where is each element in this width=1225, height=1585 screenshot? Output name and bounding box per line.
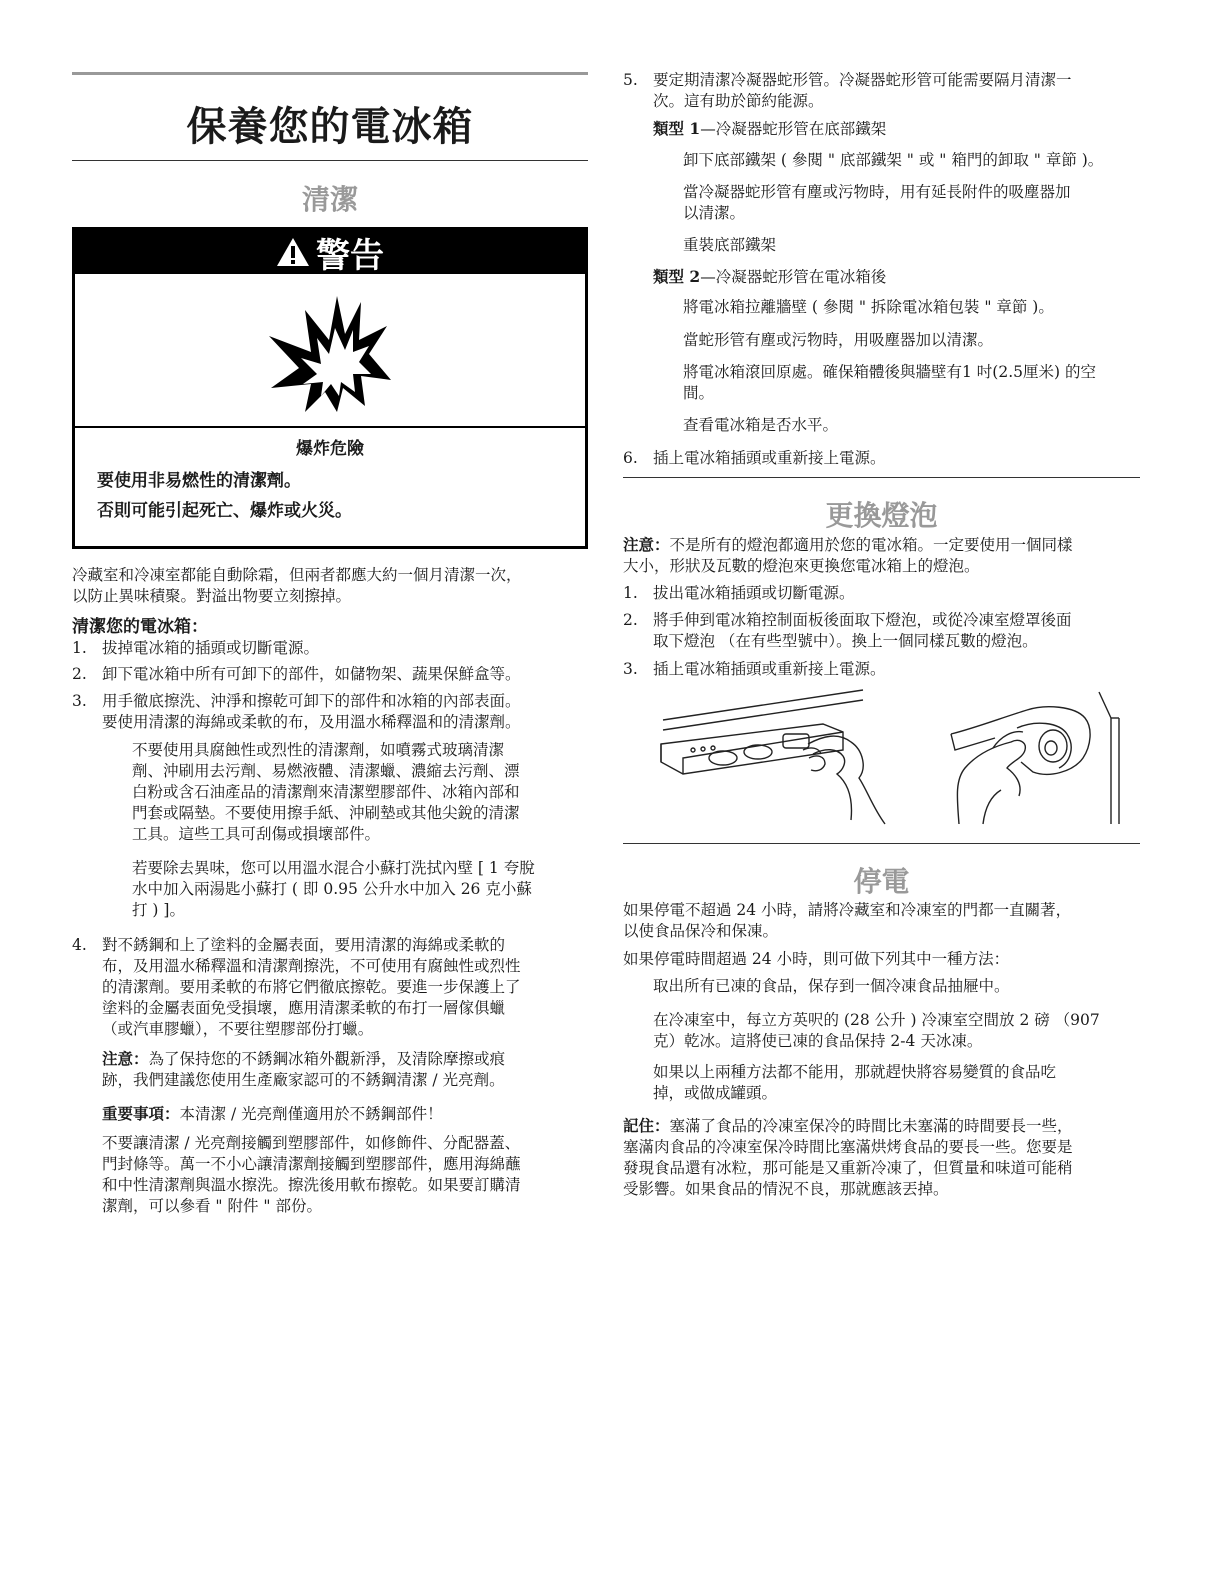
power-option-1: 取出所有已凍的食品，保存到一個冷凍食品抽屜中。 xyxy=(653,977,1010,995)
explosion-icon xyxy=(265,288,395,418)
power-paragraph-2: 如果停電時間超過 24 小時，則可做下列其中一種方法： xyxy=(623,950,1010,968)
step-1: 拔掉電冰箱的插頭或切斷電源。 xyxy=(102,639,320,657)
type-1-item-2 xyxy=(683,182,1071,224)
bulb-step-2-number: 2. xyxy=(623,611,638,629)
text-line: 當冷凝器蛇形管有塵或污物時，用有延長附件的吸塵器加 xyxy=(683,183,1071,201)
note-label: 注意： xyxy=(102,1049,149,1068)
text-line: 不要使用具腐蝕性或烈性的清潔劑，如噴霧式玻璃清潔 xyxy=(132,741,505,759)
type-2-item-4: 查看電冰箱是否水平。 xyxy=(683,416,839,434)
text-line: 為了保持您的不銹鋼冰箱外觀新淨，及清除摩擦或痕 xyxy=(148,1050,506,1068)
remember-label: 記住： xyxy=(623,1116,670,1135)
freezer-bulb-illustration xyxy=(935,688,1145,828)
text-line: （或汽車膠蠟），不要往塑膠部份打蠟。 xyxy=(102,1020,374,1038)
bulb-step-2 xyxy=(653,610,1072,652)
text-line: 門封條等。萬一不小心讓清潔劑接觸到塑膠部件，應用海綿蘸 xyxy=(102,1155,521,1173)
step-6-number: 6. xyxy=(623,449,638,467)
step-3-note-1 xyxy=(132,740,520,845)
type-1-item-1: 卸下底部鐵架 ( 參閱 " 底部鐵架 " 或 " 箱門的卸取 " 章節 )。 xyxy=(683,151,1104,169)
power-option-3 xyxy=(653,1062,1056,1104)
intro-line-2: 以防止異味積聚。對溢出物要立刻擦掉。 xyxy=(72,587,352,605)
text-line: 如果停電不超過 24 小時，請將冷藏室和冷凍室的門都一直關著， xyxy=(623,901,1072,919)
text-line: 跡，我們建議您使用生產廠家認可的不銹鋼清潔 / 光亮劑。 xyxy=(102,1071,505,1089)
step-3-note-2 xyxy=(132,858,535,921)
text-line: —冷凝器蛇形管在底部鐵架 xyxy=(700,120,887,138)
note-label: 注意： xyxy=(623,535,670,554)
step-4 xyxy=(102,935,521,1040)
power-option-2 xyxy=(653,1010,1100,1052)
warning-line-2: 否則可能引起死亡、爆炸或火災。 xyxy=(97,501,352,521)
control-panel-bulb-illustration xyxy=(653,688,903,828)
step-3-line-2: 要使用清潔的海綿或柔軟的布，及用溫水稀釋溫和的清潔劑。 xyxy=(102,713,521,731)
text-line: 潔劑，可以參看 " 附件 " 部份。 xyxy=(102,1197,322,1215)
text-line: 門套或隔墊。不要使用擦手紙、沖刷墊或其他尖銳的清潔 xyxy=(132,804,520,822)
remember-paragraph xyxy=(623,1115,1073,1200)
step-1-number: 1. xyxy=(72,639,87,657)
text-line: 次。這有助於節約能源。 xyxy=(653,92,824,110)
warning-title: 警告 xyxy=(316,235,384,276)
step-4-number: 4. xyxy=(72,936,87,954)
page-title: 保養您的電冰箱 xyxy=(186,103,474,150)
text-line: 水中加入兩湯匙小蘇打 ( 即 0.95 公升水中加入 26 克小蘇 xyxy=(132,880,532,898)
caution-paragraph xyxy=(102,1133,521,1217)
text-line: 取下燈泡 （在有些型號中）。換上一個同樣瓦數的燈泡。 xyxy=(653,632,1038,650)
warning-header xyxy=(75,230,585,274)
text-line: 在冷凍室中，每立方英呎的 (28 公升 ) 冷凍室空間放 2 磅 （907 xyxy=(653,1011,1100,1029)
type-2-item-2: 當蛇形管有塵或污物時，用吸塵器加以清潔。 xyxy=(683,331,994,349)
step-2-number: 2. xyxy=(72,665,87,683)
stainless-note xyxy=(102,1048,505,1091)
warning-box xyxy=(72,227,588,549)
text-line: 將電冰箱滾回原處。確保箱體後與牆壁有1 吋(2.5厘米) 的空 xyxy=(683,363,1096,381)
bulb-note xyxy=(623,534,1073,577)
text-line: 劑、沖刷用去污劑、易燃液體、清潔蠟、濃縮去污劑、漂 xyxy=(132,762,520,780)
step-2: 卸下電冰箱中所有可卸下的部件，如儲物架、蔬果保鮮盒等。 xyxy=(102,665,521,683)
text-line: 不要讓清潔 / 光亮劑接觸到塑膠部件，如修飾件、分配器蓋、 xyxy=(102,1134,521,1152)
text-line: 塗料的金屬表面免受損壞，應用清潔柔軟的布打一層傢俱蠟 xyxy=(102,999,506,1017)
bulb-step-3-number: 3. xyxy=(623,660,638,678)
bulb-step-1: 拔出電冰箱插頭或切斷電源。 xyxy=(653,584,855,602)
text-line: 如果以上兩種方法都不能用，那就趕快將容易變質的食品吃 xyxy=(653,1063,1057,1081)
warning-hazard: 爆炸危險 xyxy=(296,439,364,459)
text-line: 掉，或做成罐頭。 xyxy=(653,1084,778,1102)
text-line: 克）乾冰。這將使已凍的食品保持 2-4 天冰凍。 xyxy=(653,1032,983,1050)
important-note xyxy=(102,1103,443,1125)
step-5 xyxy=(653,70,1072,112)
text-line: —冷凝器蛇形管在電冰箱後 xyxy=(700,268,887,286)
text-line: 要定期清潔冷凝器蛇形管。冷凝器蛇形管可能需要隔月清潔一 xyxy=(653,71,1072,89)
text-line: 以清潔。 xyxy=(683,204,746,222)
important-label: 重要事項： xyxy=(102,1104,180,1123)
clean-heading: 清潔您的電冰箱： xyxy=(72,617,208,637)
text-line: 大小，形狀及瓦數的燈泡來更換您電冰箱上的燈泡。 xyxy=(623,557,980,575)
step-5-number: 5. xyxy=(623,71,638,89)
type-1-item-3: 重裝底部鐵架 xyxy=(683,236,777,254)
text-line: 塞滿了食品的冷凍室保冷的時間比未塞滿的時間要長一些， xyxy=(669,1117,1073,1135)
bulb-step-3: 插上電冰箱插頭或重新接上電源。 xyxy=(653,660,886,678)
warning-separator xyxy=(75,426,585,428)
text-line: 將手伸到電冰箱控制面板後面取下燈泡，或從冷凍室燈罩後面 xyxy=(653,611,1072,629)
text-line: 工具。這些工具可刮傷或損壞部件。 xyxy=(132,825,381,843)
step-3-line-1: 用手徹底擦洗、沖淨和擦乾可卸下的部件和冰箱的內部表面。 xyxy=(102,692,521,710)
text-line: 受影響。如果食品的情況不良，那就應該丟掉。 xyxy=(623,1180,949,1198)
step-3-number: 3. xyxy=(72,692,87,710)
type-2-label: 類型 2 xyxy=(653,267,701,286)
type-2-heading xyxy=(653,266,886,288)
text-line: 以使食品保冷和保凍。 xyxy=(623,922,779,940)
text-line: 對不銹鋼和上了塗料的金屬表面，要用清潔的海綿或柔軟的 xyxy=(102,936,506,954)
text-line: 白粉或含石油產品的清潔劑來清潔塑膠部件、冰箱內部和 xyxy=(132,783,520,801)
text-line: 塞滿肉食品的冷凍室保冷時間比塞滿烘烤食品的要長一些。您要是 xyxy=(623,1138,1073,1156)
title-rule xyxy=(72,160,588,161)
text-line: 和中性清潔劑與溫水擦洗。擦洗後用軟布擦乾。如果要訂購清 xyxy=(102,1176,521,1194)
type-1-heading xyxy=(653,118,886,140)
text-line: 間。 xyxy=(683,384,715,402)
type-2-item-1: 將電冰箱拉離牆壁 ( 參閱 " 拆除電冰箱包裝 " 章節 )。 xyxy=(683,298,1054,316)
type-2-item-3 xyxy=(683,362,1096,404)
text-line: 的清潔劑。要用柔軟的布將它們徹底擦乾。要進一步保護上了 xyxy=(102,978,521,996)
section-cleaning: 清潔 xyxy=(301,183,358,216)
warning-line-1: 要使用非易燃性的清潔劑。 xyxy=(97,471,301,491)
text-line: 本清潔 / 光亮劑僅適用於不銹鋼部件！ xyxy=(179,1105,443,1123)
power-rule xyxy=(623,843,1140,844)
type-1-label: 類型 1 xyxy=(653,119,701,138)
bulb-step-1-number: 1. xyxy=(623,584,638,602)
section-power: 停電 xyxy=(853,865,910,898)
section-bulb: 更換燈泡 xyxy=(825,499,938,532)
step-6: 插上電冰箱插頭或重新接上電源。 xyxy=(653,449,886,467)
text-line: 發現食品還有冰粒，那可能是又重新冷凍了，但質量和味道可能稍 xyxy=(623,1159,1073,1177)
bulb-rule xyxy=(623,477,1140,478)
text-line: 布，及用溫水稀釋溫和清潔劑擦洗，不可使用有腐蝕性或烈性 xyxy=(102,957,521,975)
intro-line-1: 冷藏室和冷凍室都能自動除霜，但兩者都應大約一個月清潔一次， xyxy=(72,566,522,584)
text-line: 不是所有的燈泡都適用於您的電冰箱。一定要使用一個同樣 xyxy=(669,536,1073,554)
power-paragraph-1 xyxy=(623,900,1071,942)
text-line: 若要除去異味，您可以用溫水混合小蘇打洗拭內壁 [ 1 夸脫 xyxy=(132,859,535,877)
text-line: 打 ) ]。 xyxy=(132,901,185,919)
warning-triangle-icon xyxy=(276,237,310,267)
top-rule xyxy=(72,72,588,75)
